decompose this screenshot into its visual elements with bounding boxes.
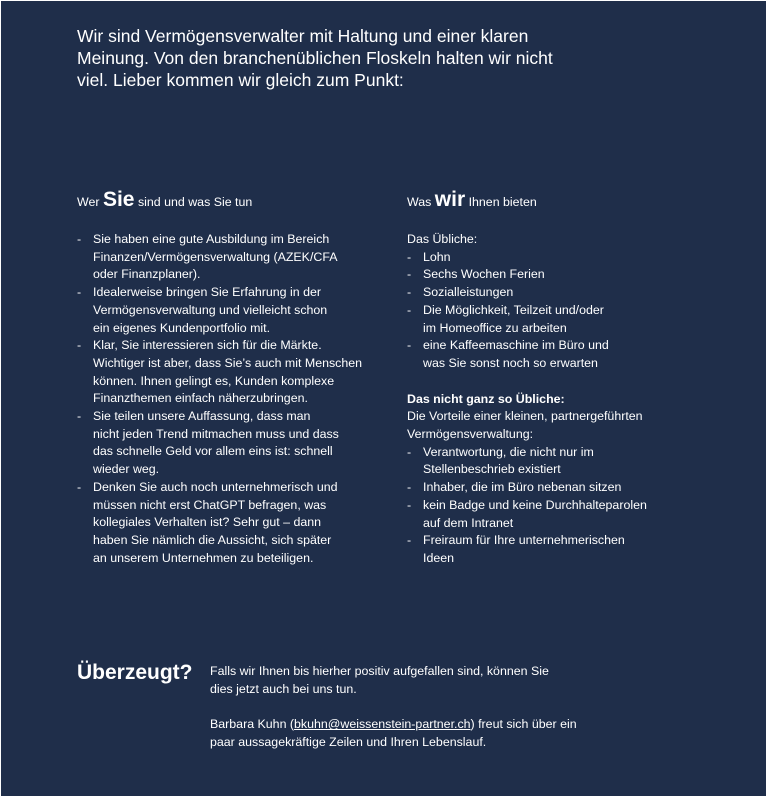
list-item-line: Sechs Wochen Ferien xyxy=(423,267,545,282)
intro-text xyxy=(77,25,597,91)
requirements-list xyxy=(77,231,382,567)
dash-bullet: - xyxy=(407,267,412,282)
list-item xyxy=(77,337,382,408)
list-item-line: Finanzen/Vermögensverwaltung (AZEK/CFA xyxy=(93,249,338,264)
list-item xyxy=(77,479,382,568)
what-we-offer-heading xyxy=(407,187,682,213)
intro-line: Meinung. Von den branchenüblichen Floskeln halten wir nicht xyxy=(77,48,553,68)
list-item xyxy=(407,532,682,567)
heading-suffix: sind und was Sie tun xyxy=(137,195,253,209)
list-item xyxy=(407,266,682,284)
list-item-line: Vermögensverwaltung und vielleicht schon xyxy=(93,302,328,317)
cta-line: Falls wir Ihnen bis hierher positiv aufgefallen sind, können Sie xyxy=(210,664,549,678)
contact-name: Barbara Kuhn ( xyxy=(210,717,295,732)
list-item-line: nicht jeden Trend mitmachen muss und dass xyxy=(93,426,339,441)
list-item-line: das schnelle Geld vor allem eins ist: schnell xyxy=(93,444,333,459)
dash-bullet: - xyxy=(407,533,412,548)
heading-suffix: Ihnen bieten xyxy=(468,195,537,209)
list-item xyxy=(407,302,682,337)
usual-benefits-list xyxy=(407,249,682,373)
list-item-line: Stellenbeschrieb existiert xyxy=(423,462,561,477)
list-item xyxy=(77,231,382,284)
list-item-line: wieder weg. xyxy=(93,462,160,477)
dash-bullet: - xyxy=(407,249,412,264)
dash-bullet: - xyxy=(77,232,82,246)
dash-bullet: - xyxy=(77,338,82,353)
list-item-line: ein eigenes Kundenportfolio mit. xyxy=(93,320,271,335)
dash-bullet: - xyxy=(77,409,82,424)
heading-emphasis: wir xyxy=(434,188,466,211)
intro-line: viel. Lieber kommen wir gleich zum Punkt: xyxy=(77,70,404,90)
list-item xyxy=(407,284,682,302)
dash-bullet: - xyxy=(407,480,412,495)
list-item-line: an unserem Unternehmen zu beteiligen. xyxy=(93,550,314,565)
list-item-line: Ideen xyxy=(423,550,455,565)
list-item-line: was Sie sonst noch so erwarten xyxy=(423,355,598,370)
cta-line: dies jetzt auch bei uns tun. xyxy=(210,681,357,696)
list-item-line: Klar, Sie interessieren sich für die Märkte. xyxy=(93,338,322,353)
dash-bullet: - xyxy=(407,285,412,300)
list-item-line: kollegiales Verhalten ist? Sehr gut – dann xyxy=(93,515,322,530)
list-item xyxy=(407,444,682,479)
list-item-line: Freiraum für Ihre unternehmerischen xyxy=(423,533,625,548)
list-item xyxy=(407,479,682,497)
unusual-intro xyxy=(407,408,682,443)
list-item-line: kein Badge und keine Durchhalteparolen xyxy=(423,497,647,512)
list-item-line: Die Möglichkeit, Teilzeit und/oder xyxy=(423,302,604,317)
cta-paragraph xyxy=(210,663,630,698)
list-item-line: auf dem Intranet xyxy=(423,515,514,530)
list-item-line: im Homeoffice zu arbeiten xyxy=(423,320,567,335)
heading-emphasis: Sie xyxy=(102,188,135,211)
list-item-line: Inhaber, die im Büro nebenan sitzen xyxy=(423,480,622,495)
list-item-line: eine Kaffeemaschine im Büro und xyxy=(423,338,609,353)
list-item-line: Finanzthemen einfach näherzubringen. xyxy=(93,391,308,406)
email-link[interactable]: bkuhn@weissenstein-partner.ch xyxy=(294,717,471,732)
list-item-line: Idealerweise bringen Sie Erfahrung in der xyxy=(93,285,321,300)
dash-bullet: - xyxy=(407,497,412,512)
what-we-offer-column xyxy=(407,187,682,568)
list-item-line: Lohn xyxy=(423,249,451,264)
intro-line: Wir sind Vermögensverwalter mit Haltung und einer klaren xyxy=(77,26,529,46)
list-item-line: haben Sie nämlich die Aussicht, sich später xyxy=(93,532,332,547)
cta-text xyxy=(210,663,630,752)
contact-line: ) freut sich über ein xyxy=(470,717,577,732)
list-item-line: Verantwortung, die nicht nur im xyxy=(423,444,594,459)
who-you-are-column xyxy=(77,187,382,567)
dash-bullet: - xyxy=(77,285,82,300)
list-item-line: Denken Sie auch noch unternehmerisch und xyxy=(93,479,338,494)
list-item-line: müssen nicht erst ChatGPT befragen, was xyxy=(93,497,327,512)
usual-label: Das Übliche: xyxy=(407,232,478,246)
contact-paragraph xyxy=(210,716,630,751)
dash-bullet: - xyxy=(407,444,412,459)
list-item-line: Sie haben eine gute Ausbildung im Bereich xyxy=(93,232,330,246)
who-you-are-heading xyxy=(77,187,382,213)
dash-bullet: - xyxy=(407,338,412,353)
unusual-label: Das nicht ganz so Übliche: xyxy=(407,391,565,406)
list-item xyxy=(407,337,682,372)
dash-bullet: - xyxy=(407,302,412,317)
unusual-benefits-list xyxy=(407,444,682,568)
list-item-line: Wichtiger ist aber, dass Sie’s auch mit Menschen xyxy=(93,355,363,370)
heading-prefix: Was xyxy=(407,195,432,209)
dash-bullet: - xyxy=(77,479,82,494)
list-item xyxy=(77,284,382,337)
job-ad-page xyxy=(1,1,766,796)
list-item xyxy=(407,497,682,532)
list-item-line: Sozialleistungen xyxy=(423,285,514,300)
list-item-line: oder Finanzplaner). xyxy=(93,267,201,282)
unusual-intro-line: Die Vorteile einer kleinen, partnergeführten xyxy=(407,409,643,424)
list-item-line: können. Ihnen gelingt es, Kunden komplexe xyxy=(93,373,335,388)
list-item-line: Sie teilen unsere Auffassung, dass man xyxy=(93,409,311,424)
list-item xyxy=(407,249,682,267)
unusual-intro-line: Vermögensverwaltung: xyxy=(407,427,534,442)
heading-prefix: Wer xyxy=(77,195,100,209)
cta-title: Überzeugt? xyxy=(77,661,193,684)
list-item xyxy=(77,408,382,479)
contact-line: paar aussagekräftige Zeilen und Ihren Lebenslauf. xyxy=(210,735,487,750)
